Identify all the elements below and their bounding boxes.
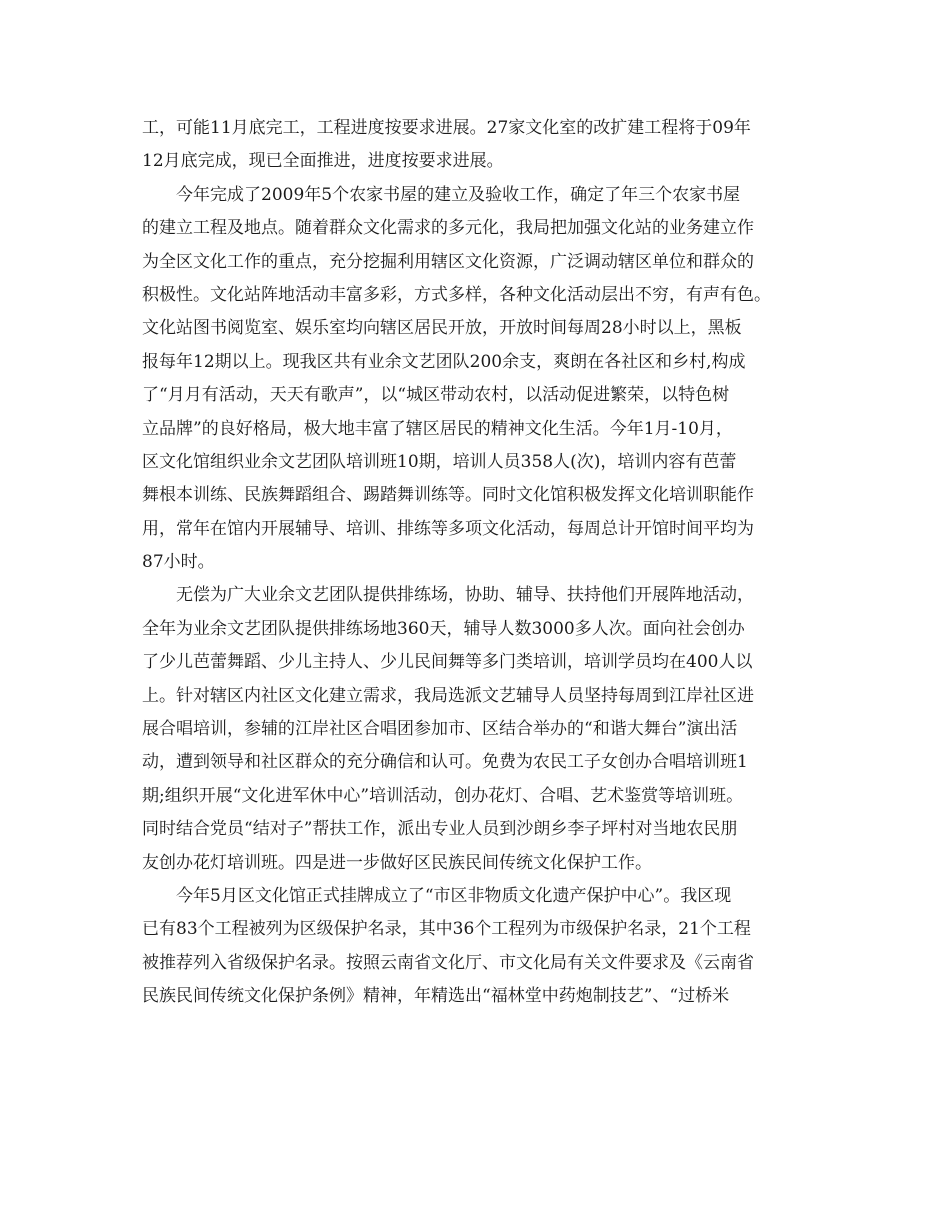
text-line-18: 上。针对辖区内社区文化建立需求，我局选派文艺辅导人员坚持每周到江岸社区进 [142,685,754,706]
text-line-13: 用，常年在馆内开展辅导、培训、排练等多项文化活动，每周总计开馆时间平均为 [142,518,754,539]
text-line-26: 被推荐列入省级保护名录。按照云南省文化厅、市文化局有关文件要求及《云南省 [142,952,754,973]
text-line-21: 期;组织开展“文化进军休中心”培训活动，创办花灯、合唱、艺术鉴赏等培训班。 [142,785,744,806]
text-line-14: 87小时。 [142,552,215,573]
text-line-16: 全年为业余文艺团队提供排练场地360天，辅导人数3000多人次。面向社会创办 [142,618,745,639]
text-line-19: 展合唱培训，参辅的江岸社区合唱团参加市、区结合举办的“和谐大舞台”演出活 [142,719,738,740]
text-line-20: 动，遭到领导和社区群众的充分确信和认可。免费为农民工子女创办合唱培训班1 [142,752,748,773]
text-line-7: 文化站图书阅览室、娱乐室均向辖区居民开放，开放时间每周28小时以上，黑板 [142,318,742,339]
text-line-17: 了少儿芭蕾舞蹈、少儿主持人、少儿民间舞等多门类培训，培训学员均在400人以 [142,652,753,673]
text-line-25: 已有83个工程被列为区级保护名录，其中36个工程列为市级保护名录，21个工程 [142,919,751,940]
text-line-15: 无偿为广大业余文艺团队提供排练场，协助、辅导、扶持他们开展阵地活动， [176,585,754,606]
text-line-1: 工，可能11月底完工，工程进度按要求进展。27家文化室的改扩建工程将于09年 [142,118,751,138]
text-line-10: 立品牌”的良好格局，极大地丰富了辖区居民的精神文化生活。今年1月-10月， [142,418,733,439]
text-line-8: 报每年12期以上。现我区共有业余文艺团队200余支，爽朗在各社区和乡村,构成 [142,351,746,372]
text-line-4: 的建立工程及地点。随着群众文化需求的多元化，我局把加强文化站的业务建立作 [142,218,754,239]
text-line-11: 区文化馆组织业余文艺团队培训班10期，培训人员358人(次)，培训内容有芭蕾 [142,451,737,472]
text-line-22: 同时结合党员“结对子”帮扶工作，派出专业人员到沙朗乡李子坪村对当地农民朋 [142,819,738,840]
text-line-6: 积极性。文化站阵地活动丰富多彩，方式多样，各种文化活动层出不穷，有声有色。 [142,284,771,305]
text-line-12: 舞根本训练、民族舞蹈组合、踢踏舞训练等。同时文化馆积极发挥文化培训职能作 [142,485,754,506]
text-line-5: 为全区文化工作的重点，充分挖掘利用辖区文化资源，广泛调动辖区单位和群众的 [142,251,754,272]
text-line-9: 了“月月有活动，天天有歌声”，以“城区带动农村，以活动促进繁荣，以特色树 [142,385,730,406]
text-line-23: 友创办花灯培训班。四是进一步做好区民族民间传统文化保护工作。 [142,852,652,873]
text-line-27: 民族民间传统文化保护条例》精神，年精选出“福林堂中药炮制技艺”、“过桥米 [142,986,730,1007]
document-body [142,112,822,1014]
text-line-24: 今年5月区文化馆正式挂牌成立了“市区非物质文化遗产保护中心”。我区现 [176,885,732,906]
text-line-3: 今年完成了2009年5个农家书屋的建立及验收工作，确定了年三个农家书屋 [176,184,741,205]
text-line-2: 12月底完成，现已全面推进，进度按要求进展。 [142,151,504,172]
